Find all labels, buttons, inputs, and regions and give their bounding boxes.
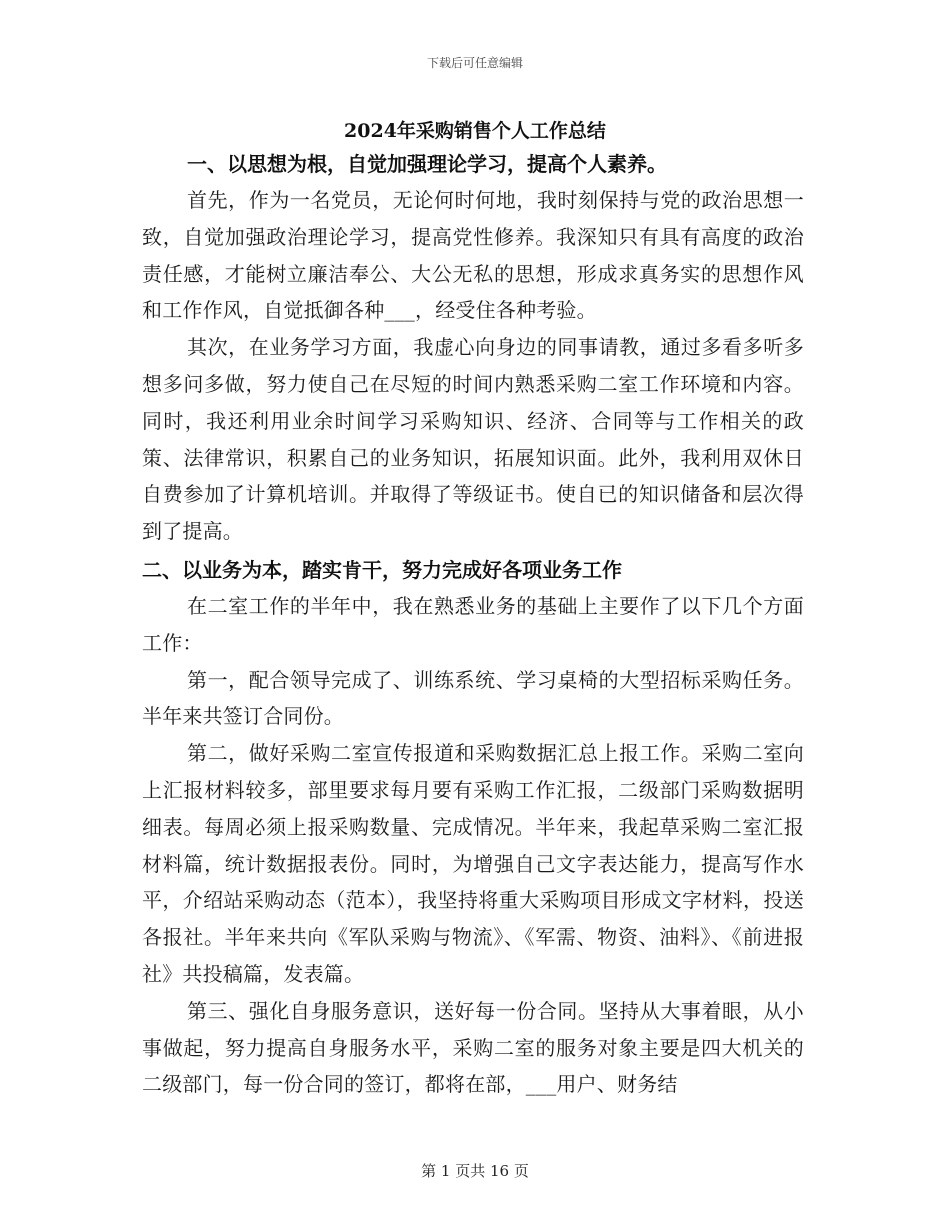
paragraph: 在二室工作的半年中，我在熟悉业务的基础上主要作了以下几个方面工作： <box>142 593 804 655</box>
paragraph: 第二，做好采购二室宣传报道和采购数据汇总上报工作。采购二室向上汇报材料较多，部里要求每月要有采购工作汇报，二级部门采购数据明细表。每周必须上报采购数量、完成情况。半年来，我起草采购二室汇报材料篇，统计数据报表份。同时，为增强自己文字表达能力，提高写作水平，介绍站采购动态（范本），我坚持将重大采购项目形成文字材料，投送各报社。半年来共向《军队采购与物流》、《军需、物资、油料》、《前进报社》共投稿篇，发表篇。 <box>142 741 804 986</box>
paragraph: 其次，在业务学习方面，我虚心向身边的同事请教，通过多看多听多想多问多做，努力使自己在尽短的时间内熟悉采购二室工作环境和内容。同时，我还利用业余时间学习采购知识、经济、合同等与工作相关的政策、法律常识，积累自己的业务知识，拓展知识面。此外，我利用双休日自费参加了计算机培训。并取得了等级证书。使自已的知识储备和层次得到了提高。 <box>142 335 804 544</box>
document-title: 2024年采购销售个人工作总结 <box>344 120 606 142</box>
section-heading-2: 二、以业务为本，踏实肯干，努力完成好各项业务工作 <box>142 557 622 582</box>
paragraph: 第一，配合领导完成了、训练系统、学习桌椅的大型招标采购任务。半年来共签订合同份。 <box>142 667 804 729</box>
header-note: 下载后可任意编辑 <box>426 56 523 70</box>
document-body <box>142 146 804 1103</box>
paragraph: 第三、强化自身服务意识，送好每一份合同。坚持从大事着眼，从小事做起，努力提高自身服务水平，采购二室的服务对象主要是四大机关的二级部门，每一份合同的签订，都将在部，___用户、财务结 <box>142 998 804 1097</box>
page-footer: 第 1 页共 16 页 <box>421 1162 529 1180</box>
section-heading-1: 一、以思想为根，自觉加强理论学习，提高个人素养。 <box>187 152 667 176</box>
paragraph: 首先，作为一名党员，无论何时何地，我时刻保持与党的政治思想一致，自觉加强政治理论学习，提高党性修养。我深知只有具有高度的政治责任感，才能树立廉洁奉公、大公无私的思想，形成求真务实的思想作风和工作作风，自觉抵御各种___，经受住各种考验。 <box>142 188 804 323</box>
